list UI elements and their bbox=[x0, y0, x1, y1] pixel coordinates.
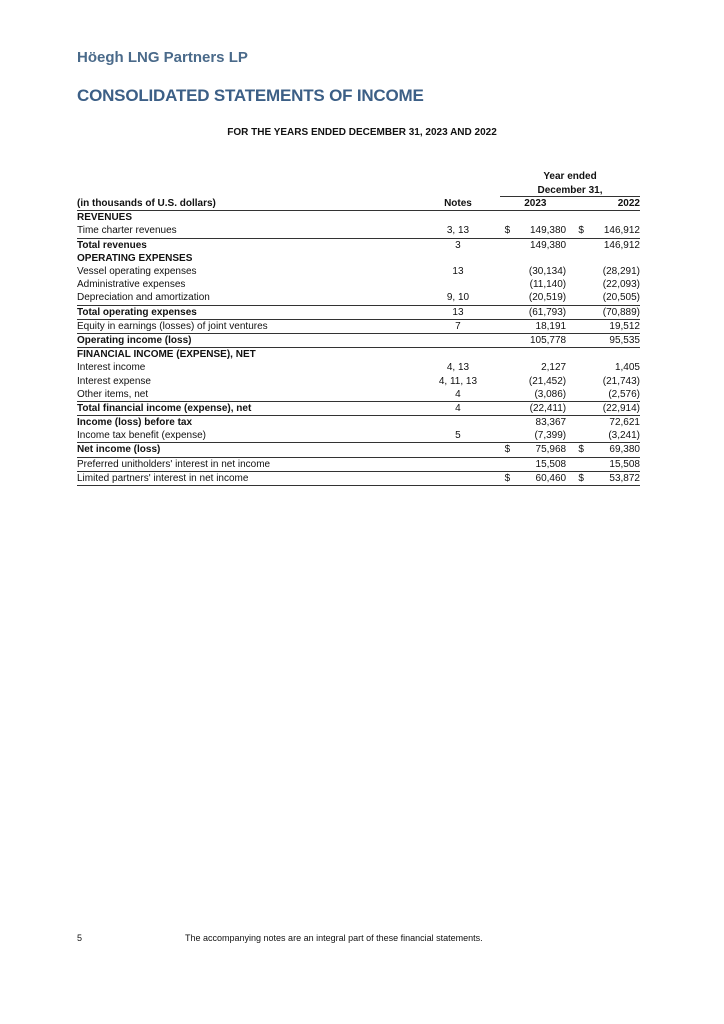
row-label: Operating income (loss) bbox=[77, 333, 424, 347]
value-2023: 60,460 bbox=[515, 471, 566, 485]
row-label: Income tax benefit (expense) bbox=[77, 429, 424, 443]
section-label: FINANCIAL INCOME (EXPENSE), NET bbox=[77, 349, 256, 361]
section-row bbox=[77, 348, 640, 362]
row-notes: 4, 13 bbox=[446, 362, 470, 374]
row-notes: 4 bbox=[424, 401, 493, 415]
table-row bbox=[77, 333, 640, 347]
table-header-row bbox=[77, 197, 640, 211]
row-label: Limited partners' interest in net income bbox=[77, 471, 424, 485]
value-2022: (70,889) bbox=[589, 305, 640, 319]
value-2023: (11,140) bbox=[529, 279, 567, 291]
currency-2023: $ bbox=[505, 224, 515, 238]
currency-2023: $ bbox=[505, 443, 515, 457]
row-label: Preferred unitholders' interest in net income bbox=[77, 457, 424, 471]
row-notes: 4 bbox=[424, 388, 493, 402]
row-notes: 9, 10 bbox=[424, 291, 493, 305]
statement-subtitle: FOR THE YEARS ENDED DECEMBER 31, 2023 AND 2022 bbox=[227, 127, 497, 138]
value-2023: (30,134) bbox=[528, 266, 567, 278]
row-notes: 13 bbox=[424, 305, 493, 319]
table-row bbox=[77, 291, 640, 305]
value-2023: 75,968 bbox=[515, 443, 566, 457]
value-2023: (21,452) bbox=[528, 375, 567, 387]
row-label: Interest income bbox=[77, 362, 146, 374]
value-2022: 146,912 bbox=[603, 239, 640, 251]
table-row bbox=[77, 361, 640, 374]
row-label: Total operating expenses bbox=[77, 305, 424, 319]
value-2023: 105,778 bbox=[515, 333, 566, 347]
table-row bbox=[77, 401, 640, 415]
table-row bbox=[77, 319, 640, 333]
value-2023: (7,399) bbox=[515, 429, 566, 443]
row-notes: 7 bbox=[424, 319, 493, 333]
row-label: Equity in earnings (losses) of joint ventures bbox=[77, 319, 424, 333]
value-2023: 149,380 bbox=[515, 224, 566, 238]
value-2022: 72,621 bbox=[609, 417, 640, 429]
value-2022: 15,508 bbox=[589, 457, 640, 471]
table-row bbox=[77, 305, 640, 319]
value-2022: 69,380 bbox=[589, 443, 640, 457]
value-2022: (20,505) bbox=[589, 291, 640, 305]
row-label: Administrative expenses bbox=[77, 279, 186, 291]
row-label: Total revenues bbox=[77, 239, 147, 251]
table-row bbox=[77, 416, 640, 430]
row-label: Income (loss) before tax bbox=[77, 417, 193, 429]
section-label: OPERATING EXPENSES bbox=[77, 252, 193, 264]
table-row bbox=[77, 471, 640, 485]
value-2022: (22,914) bbox=[589, 401, 640, 415]
table-row bbox=[77, 265, 640, 278]
row-notes bbox=[424, 443, 493, 457]
company-name: Höegh LNG Partners LP bbox=[77, 49, 248, 66]
value-2022: 1,405 bbox=[614, 362, 640, 374]
footer-note: The accompanying notes are an integral part of these financial statements. bbox=[185, 933, 483, 943]
value-2022: 19,512 bbox=[589, 319, 640, 333]
header-label: (in thousands of U.S. dollars) bbox=[77, 197, 424, 211]
table-row bbox=[77, 278, 640, 291]
value-2023: 149,380 bbox=[529, 239, 567, 251]
statement-title: CONSOLIDATED STATEMENTS OF INCOME bbox=[77, 86, 424, 105]
row-notes bbox=[424, 457, 493, 471]
page-number: 5 bbox=[77, 933, 83, 943]
value-2023: (3,086) bbox=[515, 388, 566, 402]
row-notes bbox=[424, 333, 493, 347]
table-row bbox=[77, 443, 640, 457]
row-label: Time charter revenues bbox=[77, 224, 424, 238]
currency-2022: $ bbox=[578, 471, 588, 485]
table-row bbox=[77, 429, 640, 443]
row-notes: 13 bbox=[452, 266, 464, 278]
value-2022: (21,743) bbox=[602, 375, 640, 387]
value-2022: (2,576) bbox=[589, 388, 640, 402]
value-2022: 53,872 bbox=[589, 471, 640, 485]
section-row bbox=[77, 211, 640, 225]
value-2023: 2,127 bbox=[541, 362, 567, 374]
row-notes bbox=[424, 416, 493, 430]
table-row bbox=[77, 388, 640, 402]
value-2023: (20,519) bbox=[515, 291, 566, 305]
row-label: Other items, net bbox=[77, 388, 424, 402]
year-ended-line-1: Year ended bbox=[543, 171, 597, 182]
row-label: Vessel operating expenses bbox=[77, 266, 197, 278]
table-row bbox=[77, 224, 640, 238]
section-label: REVENUES bbox=[77, 212, 133, 224]
header-notes: Notes bbox=[424, 197, 493, 211]
row-notes bbox=[424, 278, 493, 291]
currency-2022: $ bbox=[578, 443, 588, 457]
value-2023: (22,411) bbox=[515, 401, 566, 415]
section-row bbox=[77, 252, 640, 265]
value-2022: 146,912 bbox=[589, 224, 640, 238]
year-ended-header bbox=[500, 170, 640, 198]
currency-2023: $ bbox=[505, 471, 515, 485]
row-notes: 5 bbox=[424, 429, 493, 443]
year-ended-line-2: December 31, bbox=[537, 185, 603, 196]
header-2023: 2023 bbox=[505, 197, 567, 211]
row-notes: 3 bbox=[455, 239, 461, 251]
value-2023: 15,508 bbox=[515, 457, 566, 471]
row-notes bbox=[424, 471, 493, 485]
value-2022: (3,241) bbox=[589, 429, 640, 443]
row-label: Total financial income (expense), net bbox=[77, 401, 424, 415]
value-2023: 18,191 bbox=[515, 319, 566, 333]
table-row bbox=[77, 374, 640, 387]
header-2022: 2022 bbox=[578, 197, 640, 211]
currency-2022: $ bbox=[578, 224, 588, 238]
value-2022: (22,093) bbox=[602, 279, 640, 291]
row-label: Depreciation and amortization bbox=[77, 291, 424, 305]
table-row bbox=[77, 457, 640, 471]
row-label: Interest expense bbox=[77, 375, 151, 387]
table-row bbox=[77, 238, 640, 252]
row-notes: 3, 13 bbox=[424, 224, 493, 238]
income-statement-table bbox=[77, 197, 640, 486]
value-2023: (61,793) bbox=[515, 305, 566, 319]
row-label: Net income (loss) bbox=[77, 443, 424, 457]
row-notes: 4, 11, 13 bbox=[438, 375, 478, 387]
value-2022: (28,291) bbox=[602, 266, 640, 278]
value-2023: 83,367 bbox=[535, 417, 567, 429]
value-2022: 95,535 bbox=[589, 333, 640, 347]
